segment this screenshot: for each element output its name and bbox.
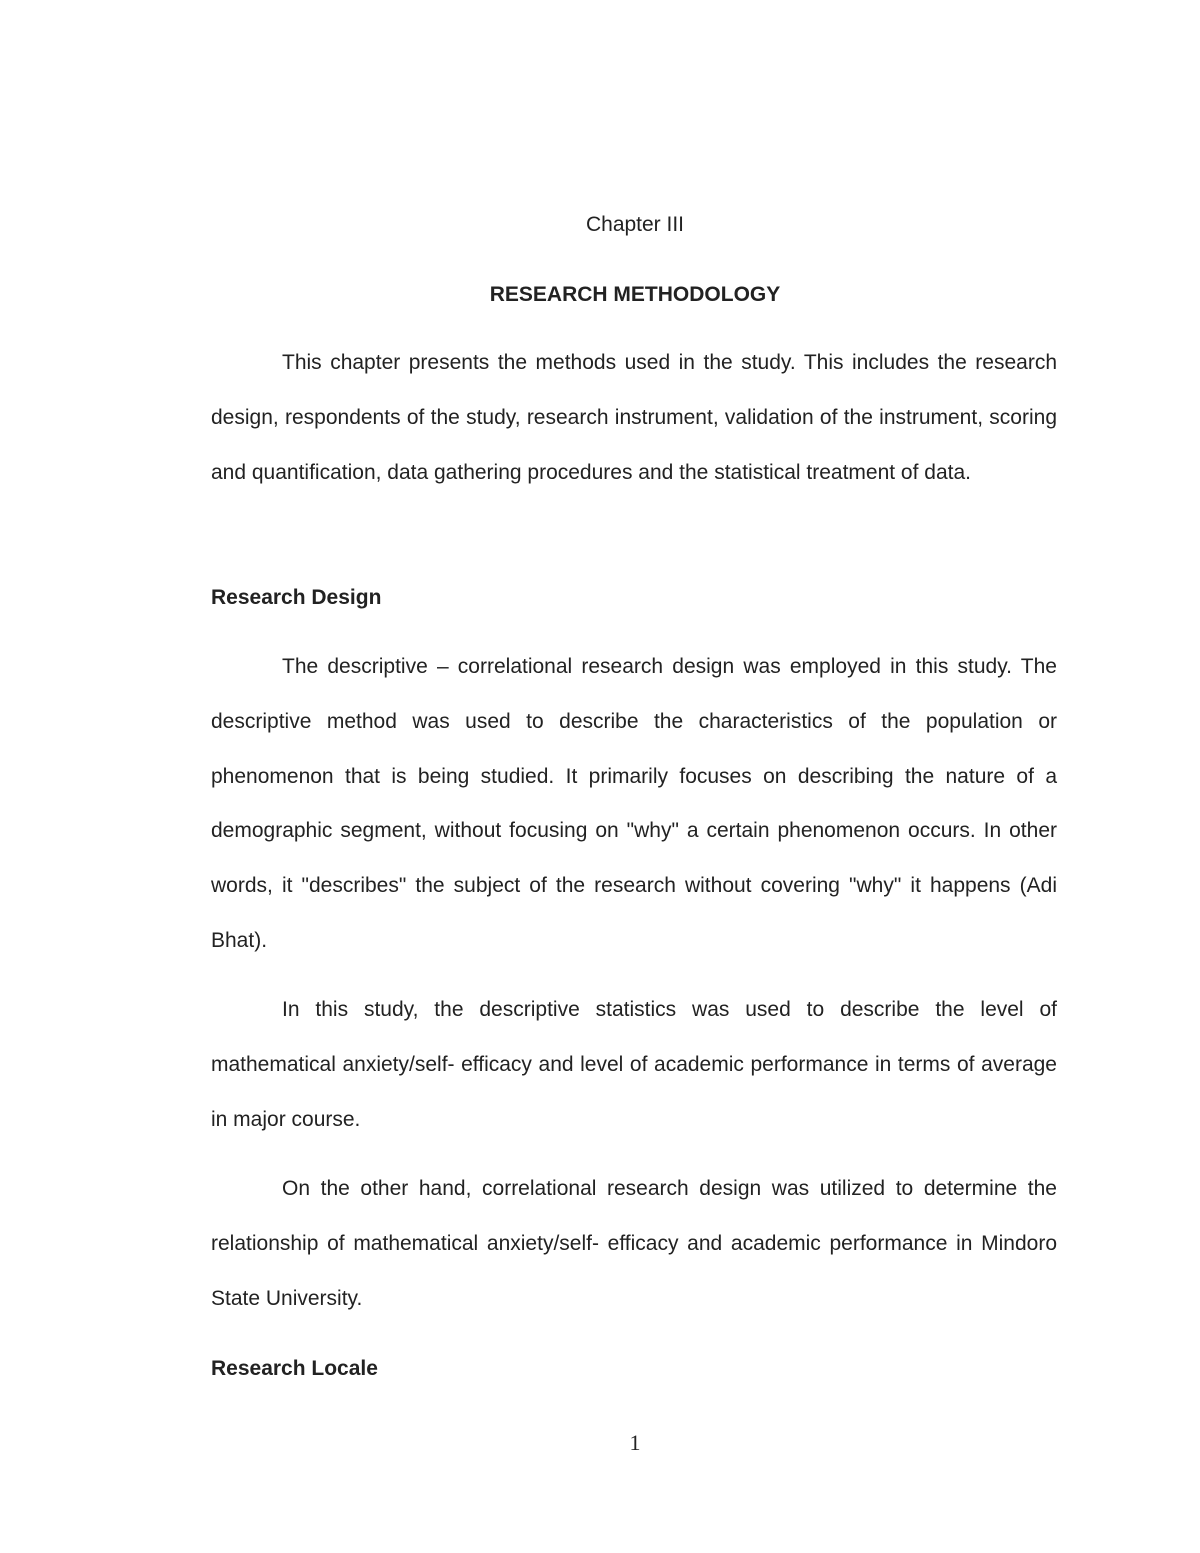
section-heading-research-locale: Research Locale <box>211 1357 378 1380</box>
research-design-paragraph-1: The descriptive – correlational research design was employed in this study. The descriptive method was used to describe the characteristics of the population or phenomenon that is being studied. It primarily focuses on describing the nature of a demographic segment, without focusing on "why" a certain phenomenon occurs. In other words, it "describes" the subject of the research without covering "why" it happens (Adi Bhat). <box>211 655 1057 952</box>
page-number: 1 <box>629 1430 641 1455</box>
chapter-title: RESEARCH METHODOLOGY <box>489 283 781 306</box>
research-design-paragraph-2: In this study, the descriptive statistics was used to describe the level of mathematical anxiety/self- efficacy and level of academic performance in terms of average in major course. <box>211 998 1057 1131</box>
chapter-label: Chapter III <box>585 213 685 236</box>
intro-paragraph: This chapter presents the methods used in the study. This includes the research design, respondents of the study, research instrument, validation of the instrument, scoring and quantification, data gathering procedures and the statistical treatment of data. <box>211 351 1057 484</box>
section-heading-research-design: Research Design <box>211 586 382 609</box>
research-design-paragraph-3: On the other hand, correlational research design was utilized to determine the relationship of mathematical anxiety/self- efficacy and academic performance in Mindoro State University. <box>211 1177 1057 1310</box>
